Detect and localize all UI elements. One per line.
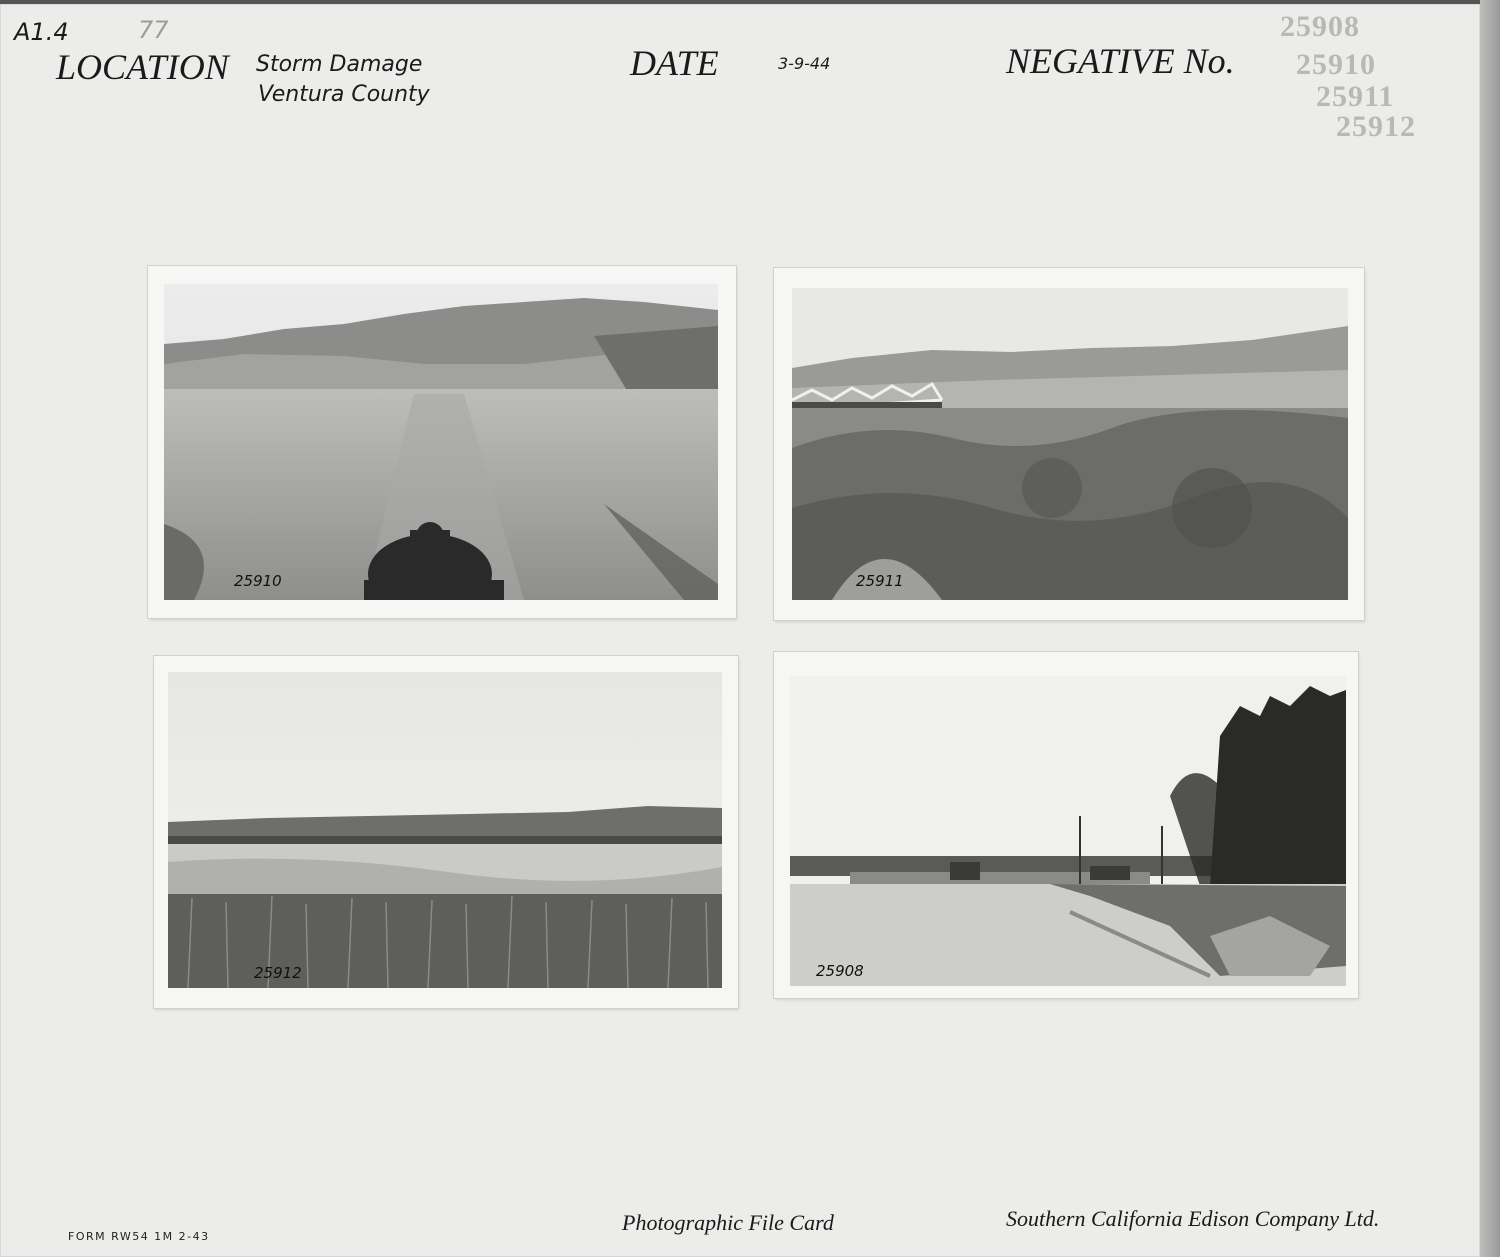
photo-mount-4	[774, 652, 1358, 998]
photo-2-image	[792, 288, 1348, 600]
photo-2-number: 25911	[856, 572, 904, 590]
photo-2[interactable]	[792, 288, 1348, 600]
photo-3-number: 25912	[254, 964, 302, 982]
photo-4[interactable]	[790, 676, 1346, 986]
location-line-1: Storm Damage	[256, 52, 423, 77]
negative-label: NEGATIVE No.	[1006, 41, 1235, 81]
file-card	[0, 4, 1480, 1257]
negative-number-1: 25908	[1280, 10, 1360, 43]
photo-4-number: 25908	[816, 962, 864, 980]
company-name: Southern California Edison Company Ltd.	[1006, 1206, 1380, 1231]
date-value: 3-9-44	[778, 54, 831, 73]
photo-3-image	[168, 672, 722, 988]
negative-number-4: 25912	[1336, 110, 1416, 143]
photo-3[interactable]	[168, 672, 722, 988]
photo-1[interactable]	[164, 284, 718, 600]
photo-1-image	[164, 284, 718, 600]
corner-note: A1.4	[14, 18, 69, 46]
form-code: FORM RW54 1M 2-43	[68, 1230, 210, 1243]
photo-4-image	[790, 676, 1346, 986]
negative-number-2: 25910	[1296, 48, 1376, 81]
negative-number-3: 25911	[1316, 80, 1395, 113]
photo-mount-3	[154, 656, 738, 1008]
card-title: Photographic File Card	[622, 1210, 834, 1235]
photo-1-number: 25910	[234, 572, 282, 590]
card-edge	[1480, 0, 1500, 1257]
photo-mount-2	[774, 268, 1364, 620]
faint-number: 77	[138, 16, 169, 44]
location-label: LOCATION	[56, 47, 229, 87]
photo-mount-1	[148, 266, 736, 618]
date-label: DATE	[630, 43, 719, 83]
location-line-2: Ventura County	[258, 82, 430, 107]
